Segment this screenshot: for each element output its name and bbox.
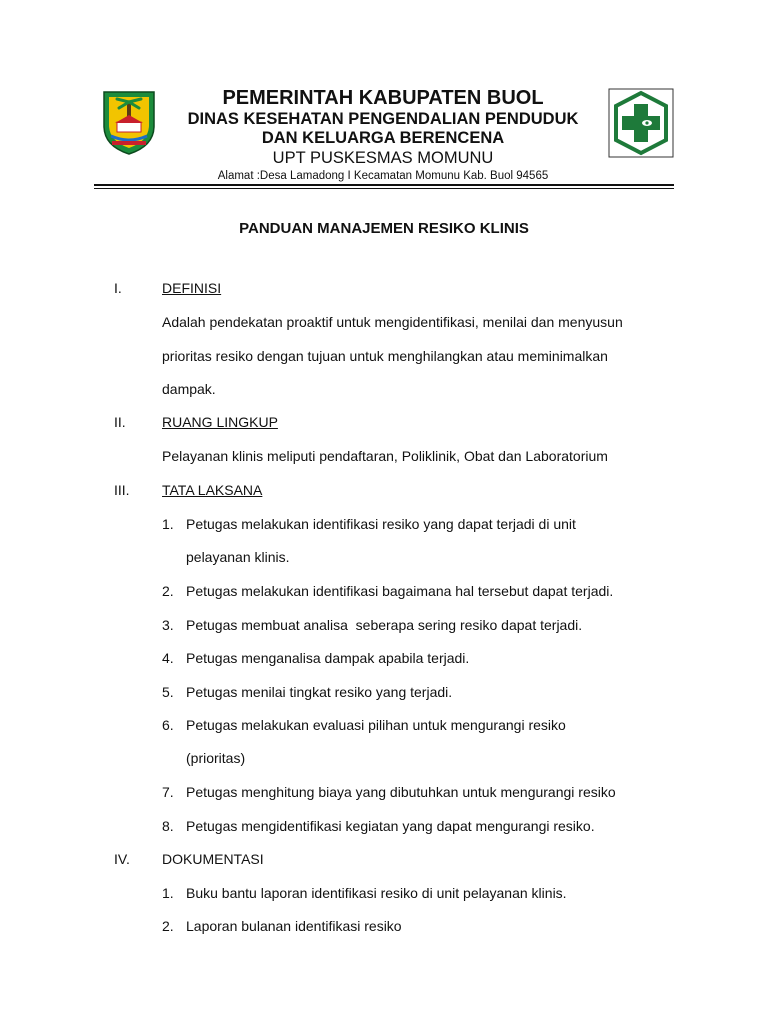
list-item-text: Petugas mengidentifikasi kegiatan yang dapat mengurangi resiko. bbox=[186, 818, 595, 834]
letterhead-unit: UPT PUSKESMAS MOMUNU bbox=[272, 149, 494, 167]
section-heading-tata-laksana: TATA LAKSANA bbox=[162, 482, 263, 498]
section-number: II. bbox=[114, 414, 126, 430]
section-heading-ruang-lingkup: RUANG LINGKUP bbox=[162, 414, 278, 430]
list-item-number: 7. bbox=[162, 784, 174, 800]
puskesmas-cross-logo-icon bbox=[608, 88, 674, 158]
list-item-text: Petugas menilai tingkat resiko yang terjadi. bbox=[186, 684, 453, 700]
list-item-text: Petugas melakukan identifikasi bagaimana hal tersebut dapat terjadi. bbox=[186, 583, 614, 599]
letterhead-agency: DINAS KESEHATAN PENGENDALIAN PENDUDUK bbox=[187, 110, 579, 128]
section-number: III. bbox=[114, 482, 130, 498]
document-title: PANDUAN MANAJEMEN RESIKO KLINIS bbox=[239, 220, 529, 237]
section-heading-dokumentasi: DOKUMENTASI bbox=[162, 851, 264, 867]
list-item-text: Laporan bulanan identifikasi resiko bbox=[186, 918, 402, 934]
list-item-text: Petugas melakukan evaluasi pilihan untuk mengurangi resiko bbox=[186, 717, 566, 733]
list-item-number: 1. bbox=[162, 885, 174, 901]
list-item-number: 2. bbox=[162, 918, 174, 934]
paragraph-line: dampak. bbox=[162, 381, 216, 397]
list-item-text: Petugas membuat analisa seberapa sering resiko dapat terjadi. bbox=[186, 617, 583, 633]
letterhead-address: Alamat :Desa Lamadong I Kecamatan Momunu Kab. Buol 94565 bbox=[217, 170, 549, 182]
section-number: IV. bbox=[114, 851, 130, 867]
paragraph-line: Pelayanan klinis meliputi pendaftaran, Poliklinik, Obat dan Laboratorium bbox=[162, 448, 608, 464]
list-item-text: Petugas melakukan identifikasi resiko yang dapat terjadi di unit bbox=[186, 516, 576, 532]
paragraph-line: Adalah pendekatan proaktif untuk mengidentifikasi, menilai dan menyusun bbox=[162, 314, 623, 330]
section-heading-definisi: DEFINISI bbox=[162, 280, 222, 296]
list-item-continuation: (prioritas) bbox=[186, 750, 246, 766]
letterhead bbox=[160, 86, 606, 184]
list-item-number: 3. bbox=[162, 617, 174, 633]
list-item-number: 1. bbox=[162, 516, 174, 532]
list-item-number: 2. bbox=[162, 583, 174, 599]
list-item-number: 6. bbox=[162, 717, 174, 733]
list-item-text: Petugas menganalisa dampak apabila terjadi. bbox=[186, 650, 470, 666]
letterhead-government: PEMERINTAH KABUPATEN BUOL bbox=[222, 87, 544, 109]
letterhead-rule-thick bbox=[94, 184, 674, 186]
letterhead-rule-thin bbox=[94, 188, 674, 189]
paragraph-line: prioritas resiko dengan tujuan untuk menghilangkan atau meminimalkan bbox=[162, 348, 608, 364]
list-item-text: Petugas menghitung biaya yang dibutuhkan untuk mengurangi resiko bbox=[186, 784, 616, 800]
list-item-number: 4. bbox=[162, 650, 174, 666]
list-item-continuation: pelayanan klinis. bbox=[186, 549, 290, 565]
list-item-number: 8. bbox=[162, 818, 174, 834]
list-item-text: Buku bantu laporan identifikasi resiko di unit pelayanan klinis. bbox=[186, 885, 567, 901]
kabupaten-buol-emblem-icon bbox=[100, 88, 158, 156]
letterhead-agency-cont: DAN KELUARGA BERENCENA bbox=[261, 129, 505, 147]
section-number: I. bbox=[114, 280, 122, 296]
list-item-number: 5. bbox=[162, 684, 174, 700]
